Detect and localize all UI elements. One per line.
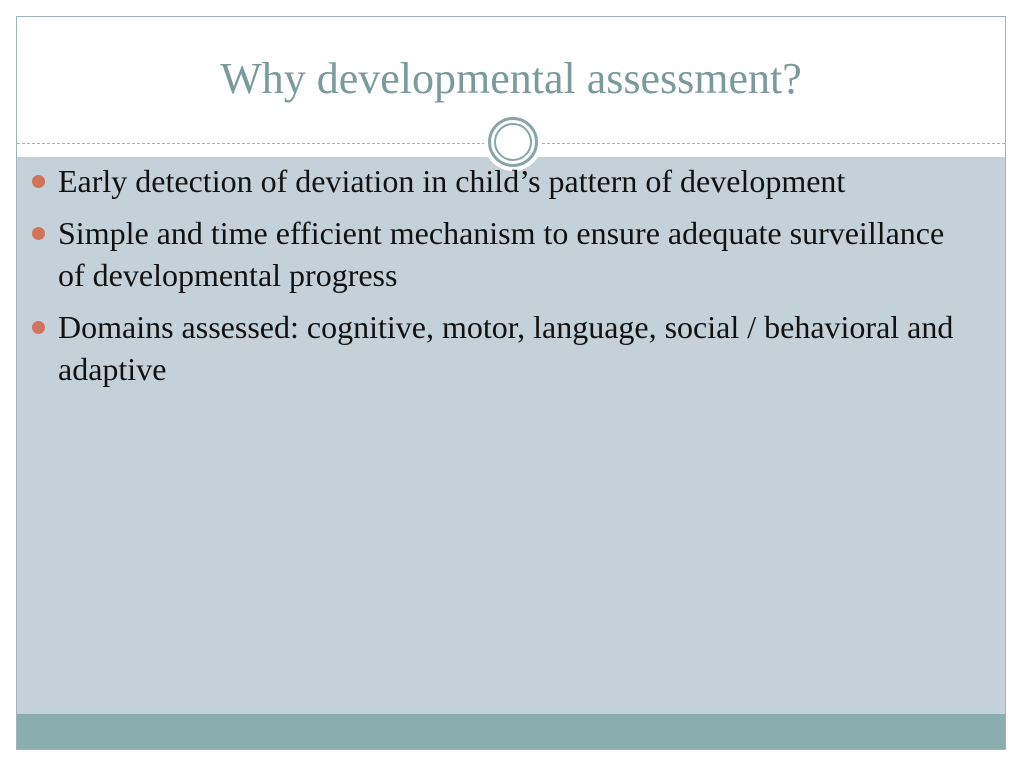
bullet-text: Simple and time efficient mechanism to ensure adequate surveillance of developmental progress [58, 215, 945, 293]
bullet-dot-icon [32, 321, 45, 334]
footer-band [17, 714, 1005, 749]
ornament-inner-ring [494, 123, 532, 161]
bullet-item [26, 212, 966, 296]
bullet-text: Early detection of deviation in child’s pattern of development [58, 163, 846, 199]
bullet-list [26, 160, 966, 400]
bullet-dot-icon [32, 227, 45, 240]
bullet-dot-icon [32, 175, 45, 188]
slide-title: Why developmental assessment? [220, 54, 802, 103]
bullet-item [26, 160, 966, 202]
bullet-item [26, 306, 966, 390]
bullet-text: Domains assessed: cognitive, motor, language, social / behavioral and adaptive [58, 309, 954, 387]
